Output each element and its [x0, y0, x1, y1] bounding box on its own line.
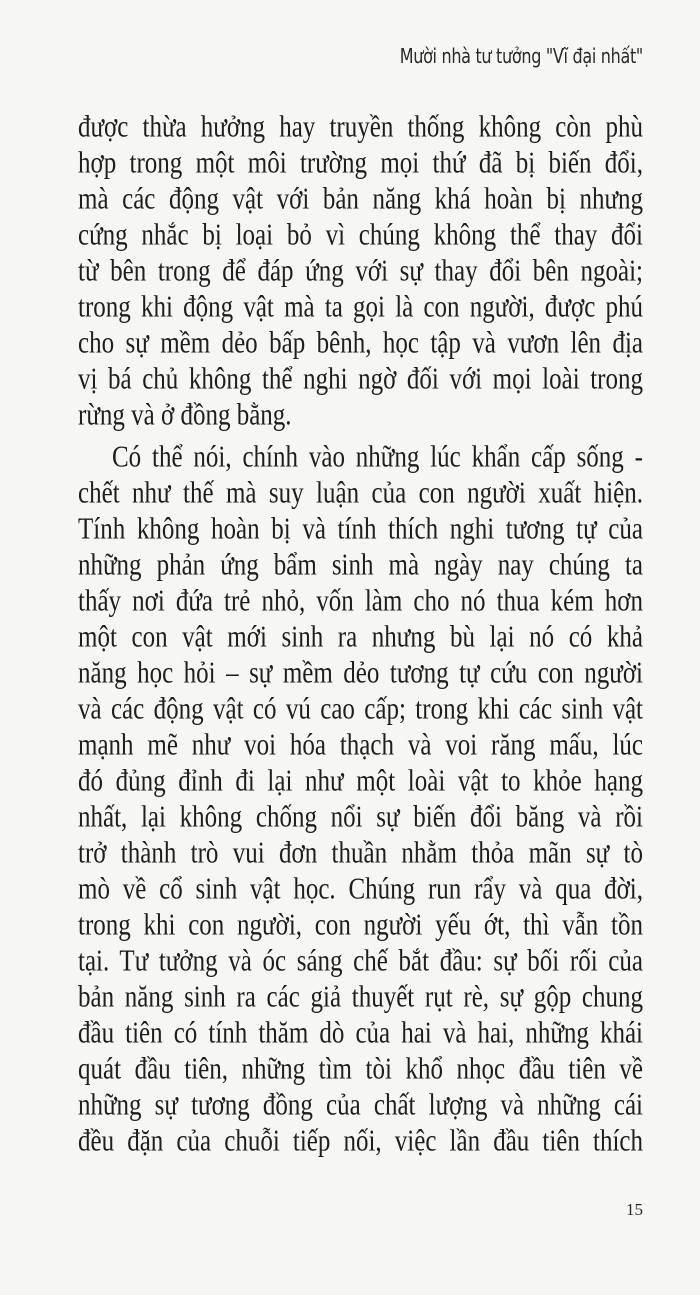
text-line — [78, 218, 643, 254]
text-line-content: đó đủng đỉnh đi lại như một loài vật to khỏe hạng — [78, 764, 643, 798]
text-line-content: nhất, lại không chống nổi sự biến đổi băng và rồi — [78, 800, 643, 834]
body-text — [78, 110, 643, 1160]
text-line — [78, 800, 643, 836]
text-line — [78, 254, 643, 290]
text-line-content: năng học hỏi – sự mềm dẻo tương tự cứu con người — [78, 656, 643, 690]
text-line-content: những phản ứng bẩm sinh mà ngày nay chúng ta — [78, 548, 643, 582]
text-line-content: cho sự mềm dẻo bấp bênh, học tập và vươn lên địa — [78, 326, 643, 360]
text-line-content: thấy nơi đứa trẻ nhỏ, vốn làm cho nó thua kém hơn — [78, 584, 643, 618]
text-line — [78, 764, 643, 800]
text-line-content: chết như thế mà suy luận của con người xuất hiện. — [78, 476, 643, 510]
paragraph — [78, 110, 643, 434]
text-line-content: vị bá chủ không thể nghi ngờ đối với mọi loài trong — [78, 362, 643, 396]
text-line — [78, 512, 643, 548]
text-line-content: đầu tiên có tính thăm dò của hai và hai, những khái — [78, 1016, 643, 1050]
text-line — [78, 728, 643, 764]
text-line — [78, 398, 643, 434]
text-line-content: Tính không hoàn bị và tính thích nghi tương tự của — [78, 512, 643, 546]
text-line-content: rừng và ở đồng bằng. — [78, 398, 292, 432]
text-line-content: đều đặn của chuỗi tiếp nối, việc lần đầu tiên thích — [78, 1124, 643, 1158]
text-line-content: tại. Tư tưởng và óc sáng chế bắt đầu: sự bối rối của — [78, 944, 643, 978]
text-line-content: bản năng sinh ra các giả thuyết rụt rè, sự gộp chung — [78, 980, 643, 1014]
text-line-content: trở thành trò vui đơn thuần nhằm thỏa mãn sự tò — [78, 836, 643, 870]
text-line — [78, 182, 643, 218]
text-line-content: hợp trong một môi trường mọi thứ đã bị biến đổi, — [78, 146, 643, 180]
running-header: Mười nhà tư tưởng "Vĩ đại nhất" — [399, 44, 643, 68]
text-line — [78, 1088, 643, 1124]
text-line-content: Có thể nói, chính vào những lúc khẩn cấp sống - — [112, 440, 643, 474]
text-line-content: được thừa hưởng hay truyền thống không còn phù — [78, 110, 643, 144]
page-number: 15 — [626, 1200, 643, 1219]
text-line — [78, 656, 643, 692]
text-line — [78, 1124, 643, 1160]
text-line — [78, 980, 643, 1016]
text-line — [78, 584, 643, 620]
text-line — [78, 362, 643, 398]
text-line — [78, 944, 643, 980]
text-line — [78, 440, 643, 476]
text-line-content: mạnh mẽ như voi hóa thạch và voi răng mấu, lúc — [78, 728, 643, 762]
text-line — [78, 146, 643, 182]
text-line-content: những sự tương đồng của chất lượng và những cái — [78, 1088, 643, 1122]
text-line — [78, 692, 643, 728]
text-line-content: từ bên trong để đáp ứng với sự thay đổi bên ngoài; — [78, 254, 643, 288]
text-line-content: mà các động vật với bản năng khá hoàn bị nhưng — [78, 182, 643, 216]
text-line — [78, 620, 643, 656]
text-line-content: trong khi động vật mà ta gọi là con người, được phú — [78, 290, 643, 324]
text-line — [78, 326, 643, 362]
text-line — [78, 110, 643, 146]
text-line-content: trong khi con người, con người yếu ớt, thì vẫn tồn — [78, 908, 643, 942]
text-line-content: một con vật mới sinh ra nhưng bù lại nó có khả — [78, 620, 643, 654]
text-line — [78, 548, 643, 584]
text-line — [78, 908, 643, 944]
text-line — [78, 1016, 643, 1052]
text-line-content: cứng nhắc bị loại bỏ vì chúng không thể thay đổi — [78, 218, 643, 252]
text-line — [78, 1052, 643, 1088]
text-line — [78, 476, 643, 512]
text-line-content: và các động vật có vú cao cấp; trong khi các sinh vật — [78, 692, 643, 726]
text-line — [78, 872, 643, 908]
text-line-content: mò về cổ sinh vật học. Chúng run rẩy và qua đời, — [78, 872, 643, 906]
text-line-content: quát đầu tiên, những tìm tòi khổ nhọc đầu tiên về — [78, 1052, 643, 1086]
text-line — [78, 290, 643, 326]
text-line — [78, 836, 643, 872]
paragraph — [78, 440, 643, 1160]
